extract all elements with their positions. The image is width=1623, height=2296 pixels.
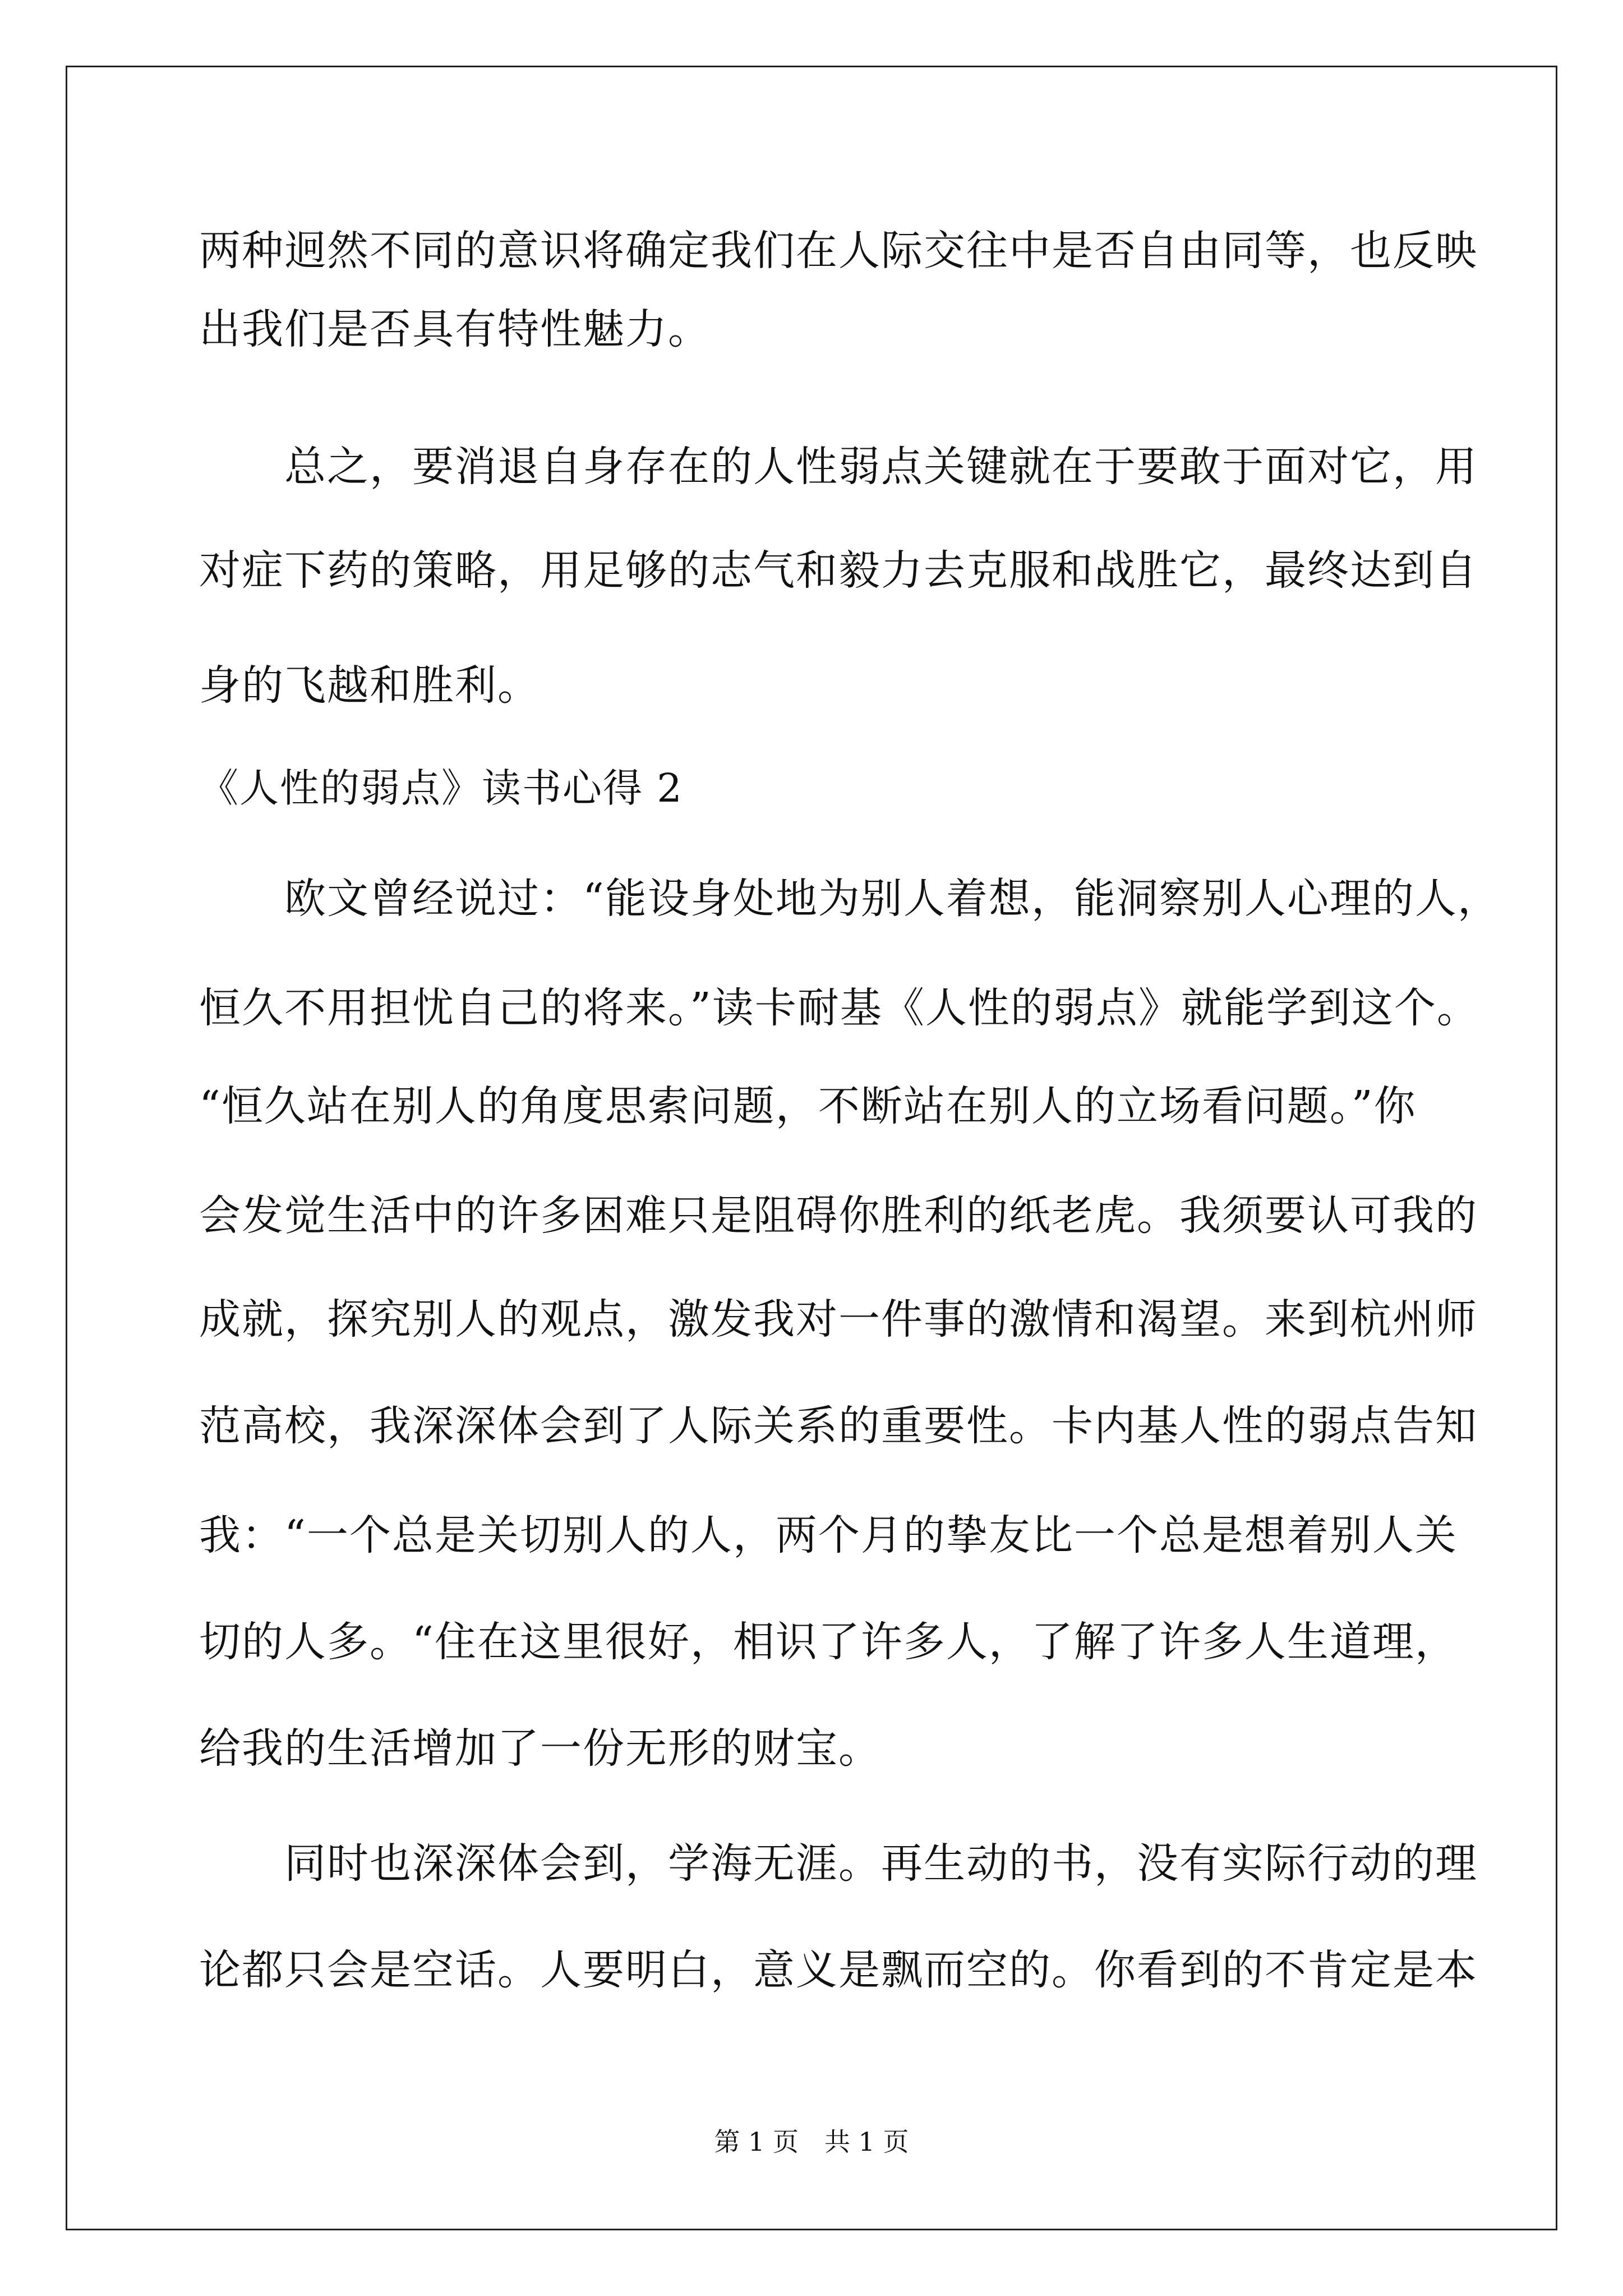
text-line: 我：“一个总是关切别人的人，两个月的挚友比一个总是想着别人关 [199,1511,1458,1559]
text-line: 恒久不用担忧自己的将来。”读卡耐基《人性的弱点》就能学到这个。 [199,984,1479,1032]
section-heading: 《人性的弱点》读书心得 2 [199,765,683,811]
text-line: 出我们是否具有特性魅力。 [199,305,711,353]
text-line: “恒久站在别人的角度思索问题，不断站在别人的立场看问题。”你 [199,1082,1417,1130]
text-line: 会发觉生活中的许多困难只是阻碍你胜利的纸老虎。我须要认可我的 [199,1191,1478,1240]
text-line: 范高校，我深深体会到了人际关系的重要性。卡内基人性的弱点告知 [199,1402,1478,1450]
page-border [66,66,1557,2230]
page-number: 第 1 页 [714,2127,799,2157]
text-line: 成就，探究别人的观点，激发我对一件事的激情和渴望。来到杭州师 [199,1295,1478,1343]
text-line: 切的人多。“住在这里很好，相识了许多人，了解了许多人生道理， [199,1618,1458,1666]
page-footer [0,2129,1623,2155]
text-line: 给我的生活增加了一份无形的财宝。 [199,1724,881,1773]
text-line: 同时也深深体会到，学海无涯。再生动的书，没有实际行动的理 [199,1839,1478,1888]
text-line: 对症下药的策略，用足够的志气和毅力去克服和战胜它，最终达到自 [199,546,1478,595]
text-line: 欧文曾经说过：“能设身处地为别人着想，能洞察别人心理的人， [199,875,1500,923]
page-total: 共 1 页 [824,2127,909,2157]
text-line: 两种迥然不同的意识将确定我们在人际交往中是否自由同等，也反映 [199,227,1478,275]
text-line: 身的飞越和胜利。 [199,661,540,710]
text-line: 论都只会是空话。人要明白，意义是飘而空的。你看到的不肯定是本 [199,1946,1478,1994]
text-line: 总之，要消退自身存在的人性弱点关键就在于要敢于面对它，用 [199,443,1478,491]
